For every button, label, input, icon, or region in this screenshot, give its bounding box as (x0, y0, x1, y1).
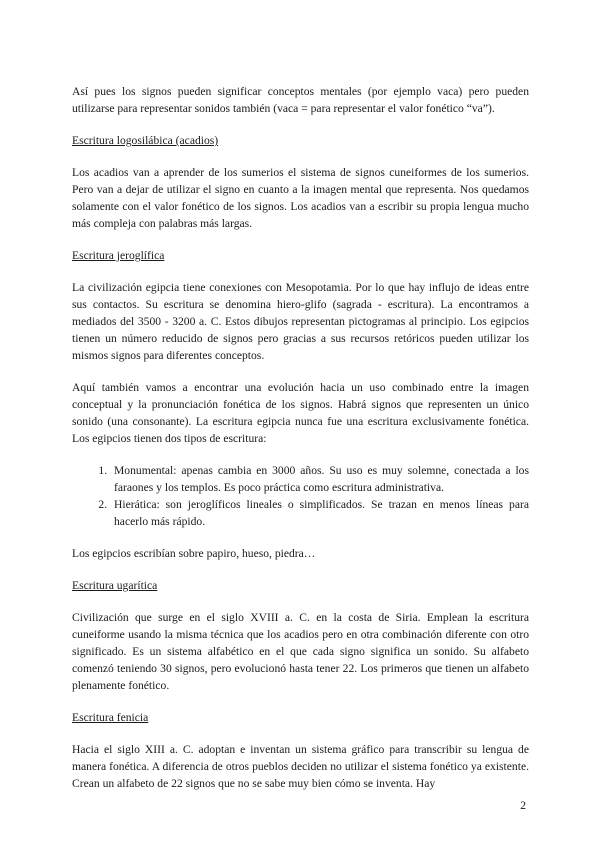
list-item: 2. Hierática: son jeroglíficos lineales o simplificados. Se trazan en menos líneas para hacerlo más rápido. (110, 496, 529, 530)
page-number: 2 (520, 799, 526, 812)
section-paragraph: La civilización egipcia tiene conexiones con Mesopotamia. Por lo que hay influjo de ideas entre sus contactos. Su escritura se denomina hiero-glifo (sagrada - escritura). La encontramos a mediados del 3500 - 3200 a. C. Estos dibujos representan pictogramas al principio. Los egipcios tienen un número reducido de signos pero gracias a sus recursos retóricos pueden utilizar los mismos signos para diferentes conceptos. (72, 281, 529, 362)
section-paragraph: Hacia el siglo XIII a. C. adoptan e inventan un sistema gráfico para transcribir su lengua de manera fonética. A diferencia de otros pueblos deciden no utilizar el sistema fonético ya existente. Crean un alfabeto de 22 signos que no se sabe muy bien cómo se inventa. Hay (72, 743, 529, 790)
writing-types-list (72, 462, 529, 530)
page-content (72, 83, 529, 807)
intro-paragraph: Así pues los signos pueden significar conceptos mentales (por ejemplo vaca) pero pueden utilizarse para representar sonidos también (vaca = para representar el valor fonético “va”). (72, 85, 529, 115)
section-heading-fenicia: Escritura fenicia (72, 711, 149, 724)
section-heading-ugaritica: Escritura ugarítica (72, 579, 158, 592)
section-paragraph: Civilización que surge en el siglo XVIII a. C. en la costa de Siria. Emplean la escritura cuneiforme usando la misma técnica que los acadios pero en otra combinación diferente con otro significado. Es un sistema alfabético en el que cada signo significa un sonido. Su alfabeto comenzó teniendo 30 signos, pero evolucionó hasta tener 22. Los primeros que tienen un alfabeto plenamente fonético. (72, 611, 529, 692)
section-paragraph: Los egipcios escribían sobre papiro, hueso, piedra… (72, 547, 316, 560)
section-paragraph: Aquí también vamos a encontrar una evolución hacia un uso combinado entre la imagen conceptual y la pronunciación fonética de los signos. Habrá signos que representen un único sonido (una consonante). La escritura egipcia nunca fue una escritura exclusivamente fonética. Los egipcios tienen dos tipos de escritura: (72, 381, 529, 445)
section-heading-jeroglifica: Escritura jeroglífica (72, 249, 165, 262)
section-heading-acadios: Escritura logosilábica (acadios) (72, 134, 219, 147)
section-paragraph: Los acadios van a aprender de los sumerios el sistema de signos cuneiformes de los sumerios. Pero van a dejar de utilizar el signo en cuanto a la imagen mental que representa. Nos quedamos solamente con el valor fonético de los signos. Los acadios van a escribir su propia lengua mucho más compleja con palabras más largas. (72, 166, 529, 230)
list-item: 1. Monumental: apenas cambia en 3000 años. Su uso es muy solemne, conectada a los faraones y los templos. Es poco práctica como escritura administrativa. (110, 462, 529, 496)
